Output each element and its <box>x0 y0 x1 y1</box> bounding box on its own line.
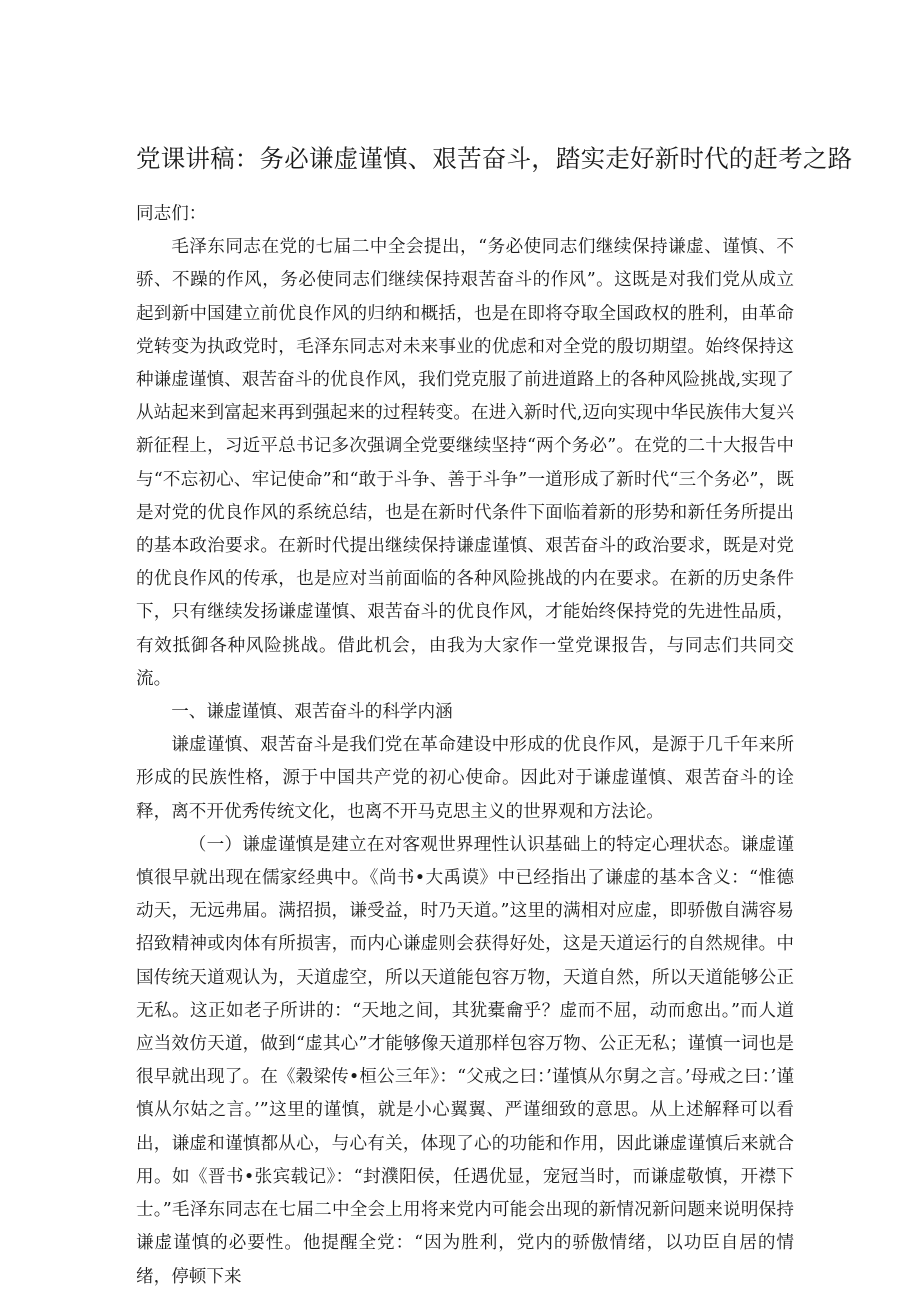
intro-paragraph: 毛泽东同志在党的七届二中全会提出，“务必使同志们继续保持谦虚、谨慎、不骄、不躁的作风，务必使同志们继续保持艰苦奋斗的作风”。这既是对我们党从成立起到新中国建立前优良作风的归纳和概括，也是在即将夺取全国政权的胜利，由革命党转变为执政党时，毛泽东同志对未来事业的优虑和对全党的殷切期望。始终保持这种谦虚谨慎、艰苦奋斗的优良作风，我们党克服了前进道路上的各种风险挑战,实现了从站起来到富起来再到强起来的过程转变。在进入新时代,迈向实现中华民族伟大复兴新征程上，习近平总书记多次强调全党要继续坚持“两个务必”。在党的二十大报告中与“不忘初心、牢记使命”和“敢于斗争、善于斗争”一道形成了新时代“三个务必”，既是对党的优良作风的系统总结，也是在新时代条件下面临着新的形势和新任务所提出的基本政治要求。在新时代提出继续保持谦虚谨慎、艰苦奋斗的政治要求，既是对党的优良作风的传承，也是应对当前面临的各种风险挑战的内在要求。在新的历史条件下，只有继续发扬谦虚谨慎、艰苦奋斗的优良作风，才能始终保持党的先进性品质，有效抵御各种风险挑战。借此机会，由我为大家作一堂党课报告，与同志们共同交流。 <box>136 237 794 689</box>
salutation: 同志们： <box>136 204 207 224</box>
section-1-paragraph: 谦虚谨慎、艰苦奋斗是我们党在革命建设中形成的优良作风，是源于几千年来所形成的民族性格，源于中国共产党的初心使命。因此对于谦虚谨慎、艰苦奋斗的诠释，离不开优秀传统文化，也离不开马克思主义的世界观和方法论。 <box>136 735 794 822</box>
subsection-1-paragraph: （一）谦虚谨慎是建立在对客观世界理性认识基础上的特定心理状态。谦虚谨慎很早就出现在儒家经典中。《尚书•大禹谟》中已经指出了谦虚的基本含义：“惟德动天，无远弗届。满招损，谦受益，时乃天道。”这里的满相对应虚，即骄傲自满容易招致精神或肉体有所损害，而内心谦虚则会获得好处，这是天道运行的自然规律。中国传统天道观认为，天道虚空，所以天道能包容万物，天道自然，所以天道能够公正无私。这正如老子所讲的：“天地之间，其犹橐龠乎？虚而不屈，动而愈出。”而人道应当效仿天道，做到“虚其心”才能够像天道那样包容万物、公正无私；谨慎一词也是很早就出现了。在《穀梁传•桓公三年》：“父戒之曰：’谨慎从尔舅之言。’母戒之曰：’谨慎从尔姑之言。’”这里的谨慎，就是小心翼翼、严谨细致的意思。从上述解释可以看出，谦虚和谨慎都从心，与心有关，体现了心的功能和作用，因此谦虚谨慎后来就合用。如《晋书•张宾载记》：“封濮阳侯，任遇优显，宠冠当时，而谦虚敬慎，开襟下士。”毛泽东同志在七届二中全会上用将来党内可能会出现的新情况新问题来说明保持谦虚谨慎的必要性。他提醒全党：“因为胜利，党内的骄傲情绪，以功臣自居的情绪，停顿下来 <box>136 834 794 1287</box>
document-title: 党课讲稿：务必谦虚谨慎、艰苦奋斗，踏实走好新时代的赶考之路 <box>136 144 853 173</box>
document-body <box>136 198 794 1294</box>
section-heading-1: 一、谦虚谨慎、艰苦奋斗的科学内涵 <box>171 702 453 723</box>
